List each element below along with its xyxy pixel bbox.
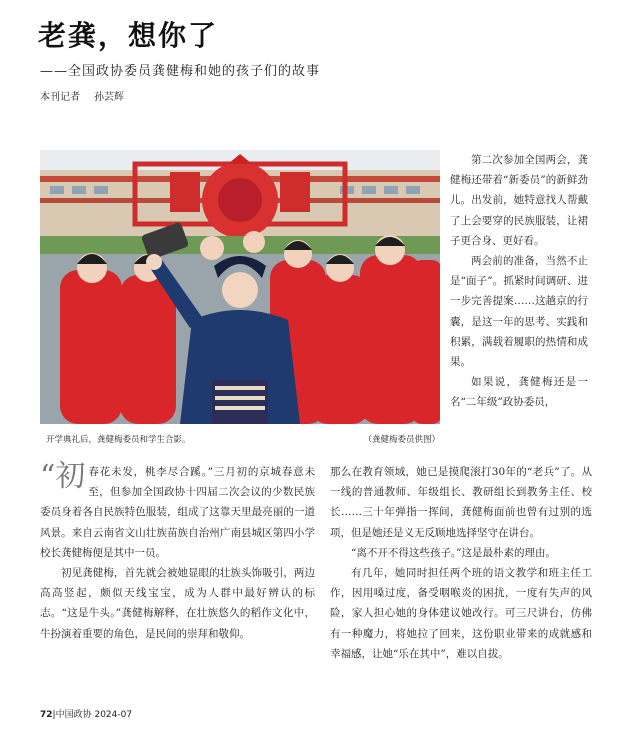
photo-credit: （龚健梅委员供图）: [363, 435, 440, 445]
drop-cap: [40, 459, 86, 494]
byline: [40, 88, 138, 103]
issue-number: 2024-07: [94, 710, 133, 720]
paragraph: “离不开不得这些孩子。”这是最朴素的理由。: [351, 546, 556, 559]
paragraph: 那么在教育领域，她已是摸爬滚打30年的“老兵”了。从一线的普通教师、年级组长、教研组长到教务主任、校长……三十年弹指一挥间，龚健梅面前也曾有过别的选项，但是她还是义无反顾地选择坚守在讲台。: [330, 466, 592, 539]
paragraph: 初见龚健梅，首先就会被她显眼的壮族头饰吸引，两边高高竖起，颇似天线宝宝，成为人群中最好辨认的标志。“这是牛头。”龚健梅解释，在壮族悠久的稻作文化中，牛扮演着重要的角色，是民间的崇拜和敬仰。: [40, 567, 315, 640]
photo-illustration: [40, 150, 440, 424]
article-subtitle: ——全国政协委员龚健梅和她的孩子们的故事: [40, 64, 321, 79]
photo-caption: [40, 433, 440, 447]
drop-quote: “: [40, 459, 56, 494]
reporter-label: 本刊记者: [40, 92, 80, 103]
paragraph-first: [40, 459, 315, 563]
paragraph: 两会前的准备，当然不止是“面子”。抓紧时间调研、进一步完善提案……这趟京的行囊，是这一年的思考、实践和积累，满载着履职的热情和成果。: [450, 255, 588, 369]
right-column: [450, 150, 588, 413]
page-number: 72: [40, 710, 53, 720]
paragraph: 第二次参加全国两会，龚健梅还带着“新委员”的新鲜劲儿。出发前，她特意找人帮戴了上会要穿的民族服装，让裙子更合身、更好看。: [450, 154, 588, 247]
left-column: [40, 459, 315, 644]
article-photo: [40, 150, 440, 424]
page-footer: [40, 707, 132, 720]
footer-separator: |: [52, 710, 56, 720]
paragraph: 如果说，龚健梅还是一名“二年级”政协委员，: [450, 376, 588, 409]
reporter-name: 孙芸辉: [94, 92, 124, 103]
drop-char: 初: [55, 459, 86, 494]
caption-text: 开学典礼后，龚健梅委员和学生合影。: [46, 435, 191, 445]
article-title: 老龚，想你了: [38, 19, 219, 52]
paragraph-text: 春花未发，桃李尽合蹊。”三月初的京城春意未至，但参加全国政协十四届二次会议的少数民族委员身着各自民族特色服装，组成了这靠天里最亮丽的一道风景。来自云南省文山壮族苗族自治州广南县城区第四小学校长龚健梅便是其中一员。: [40, 466, 315, 559]
paragraph: 有几年，她同时担任两个班的语文教学和班主任工作，因用嗓过度，备受咽喉炎的困扰，一度有失声的风险，家人担心她的身体建议她改行。可三尺讲台，仿佛有一种魔力，将她拉了回来，这份职业带来的成就感和幸福感，让她“乐在其中”，难以自拔。: [330, 567, 592, 660]
middle-column: [330, 462, 592, 664]
magazine-name: 中国政协: [55, 710, 92, 720]
